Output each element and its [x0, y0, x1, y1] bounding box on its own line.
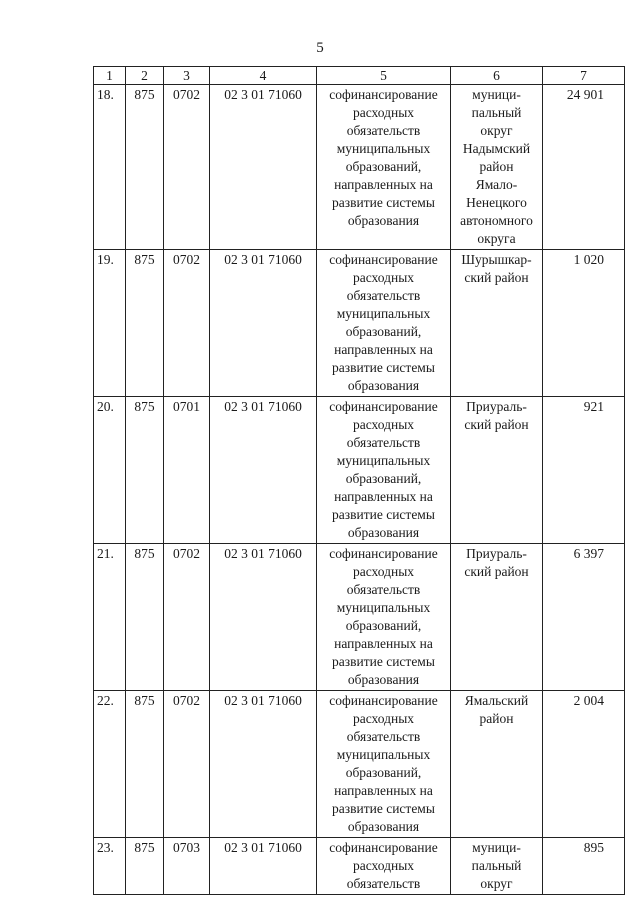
- row-number-cell: 23.: [94, 838, 126, 895]
- table-header-row: [94, 67, 625, 85]
- recipient-text: Ямальский район: [464, 693, 529, 726]
- amount-cell: 2 004: [543, 691, 625, 838]
- page-number: 5: [316, 40, 324, 56]
- purpose-cell: [317, 85, 451, 250]
- target-code-cell: 02 3 01 71060: [210, 838, 317, 895]
- row-number-cell: 19.: [94, 250, 126, 397]
- table-row: [94, 691, 625, 838]
- section-code-cell: 0702: [164, 544, 210, 691]
- amount-cell: 1 020: [543, 250, 625, 397]
- row-number-cell: 18.: [94, 85, 126, 250]
- recipient-cell: [451, 838, 543, 895]
- admin-code-cell: 875: [126, 85, 164, 250]
- table-row: [94, 838, 625, 895]
- recipient-cell: [451, 397, 543, 544]
- target-code-cell: 02 3 01 71060: [210, 250, 317, 397]
- amount-cell: 24 901: [543, 85, 625, 250]
- section-code-cell: 0701: [164, 397, 210, 544]
- amount-cell: 921: [543, 397, 625, 544]
- budget-allocation-table: [93, 66, 625, 895]
- purpose-text: софинансирование расходных обязательств муниципальных образований, направленных на развитие системы образования: [329, 399, 438, 540]
- purpose-cell: [317, 250, 451, 397]
- recipient-text: Приураль- ский район: [464, 546, 529, 579]
- section-code-cell: 0702: [164, 250, 210, 397]
- recipient-cell: [451, 691, 543, 838]
- table-row: [94, 544, 625, 691]
- table-row: [94, 250, 625, 397]
- amount-cell: 6 397: [543, 544, 625, 691]
- recipient-cell: [451, 85, 543, 250]
- recipient-text: муници- пальный округ Надымский район Ямало- Ненецкого автономного округа: [460, 87, 533, 246]
- row-number-cell: 20.: [94, 397, 126, 544]
- target-code-cell: 02 3 01 71060: [210, 691, 317, 838]
- table-row: [94, 85, 625, 250]
- recipient-cell: [451, 544, 543, 691]
- row-number-cell: 22.: [94, 691, 126, 838]
- purpose-cell: [317, 397, 451, 544]
- recipient-text: Шурышкар- ский район: [461, 252, 532, 285]
- row-number-cell: 21.: [94, 544, 126, 691]
- section-code-cell: 0702: [164, 85, 210, 250]
- column-header: 6: [451, 67, 543, 85]
- section-code-cell: 0703: [164, 838, 210, 895]
- admin-code-cell: 875: [126, 397, 164, 544]
- recipient-cell: [451, 250, 543, 397]
- column-header: 7: [543, 67, 625, 85]
- target-code-cell: 02 3 01 71060: [210, 397, 317, 544]
- purpose-text: софинансирование расходных обязательств муниципальных образований, направленных на развитие системы образования: [329, 693, 438, 834]
- section-code-cell: 0702: [164, 691, 210, 838]
- purpose-text: софинансирование расходных обязательств муниципальных образований, направленных на развитие системы образования: [329, 87, 438, 228]
- table-row: [94, 397, 625, 544]
- column-header: 1: [94, 67, 126, 85]
- target-code-cell: 02 3 01 71060: [210, 85, 317, 250]
- purpose-text: софинансирование расходных обязательств муниципальных образований, направленных на развитие системы образования: [329, 546, 438, 687]
- admin-code-cell: 875: [126, 691, 164, 838]
- recipient-text: муници- пальный округ: [471, 840, 522, 891]
- column-header: 3: [164, 67, 210, 85]
- admin-code-cell: 875: [126, 544, 164, 691]
- target-code-cell: 02 3 01 71060: [210, 544, 317, 691]
- column-header: 5: [317, 67, 451, 85]
- purpose-text: софинансирование расходных обязательств: [329, 840, 438, 891]
- recipient-text: Приураль- ский район: [464, 399, 529, 432]
- purpose-cell: [317, 691, 451, 838]
- purpose-cell: [317, 838, 451, 895]
- admin-code-cell: 875: [126, 838, 164, 895]
- admin-code-cell: 875: [126, 250, 164, 397]
- purpose-cell: [317, 544, 451, 691]
- amount-cell: 895: [543, 838, 625, 895]
- purpose-text: софинансирование расходных обязательств муниципальных образований, направленных на развитие системы образования: [329, 252, 438, 393]
- column-header: 4: [210, 67, 317, 85]
- column-header: 2: [126, 67, 164, 85]
